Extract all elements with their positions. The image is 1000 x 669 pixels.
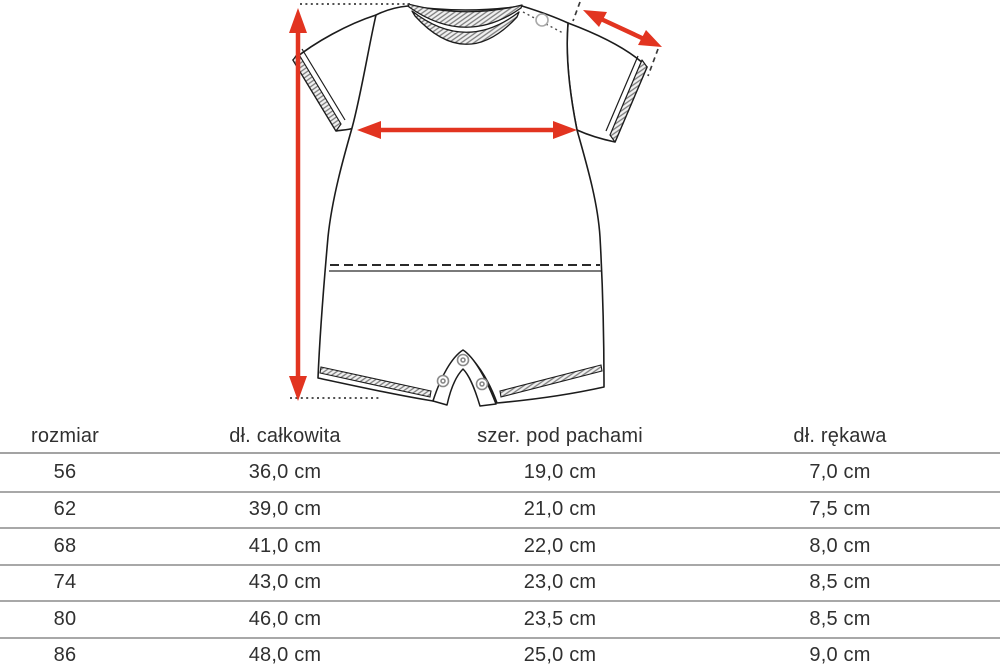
table-row [0, 491, 1000, 528]
table-cell: 68 [53, 534, 77, 557]
table-row [0, 454, 1000, 491]
arrowhead-lower [638, 30, 662, 47]
table-cell: 80 [53, 607, 77, 630]
table-cell: 74 [53, 571, 77, 594]
arrowhead-upper [583, 10, 607, 27]
table-cell: 7,0 cm [809, 460, 871, 483]
table-cell: 21,0 cm [523, 498, 597, 521]
arrowhead-up [289, 8, 307, 33]
table-cell: 62 [53, 498, 77, 521]
table-cell: 41,0 cm [248, 534, 322, 557]
table-cell: 56 [53, 460, 77, 483]
column-header-dl-calkowita: dł. całkowita [229, 424, 341, 447]
column-header-rozmiar: rozmiar [30, 424, 100, 447]
table-cell: 23,5 cm [523, 607, 597, 630]
table-cell: 25,0 cm [523, 644, 597, 667]
table-cell: 39,0 cm [248, 498, 322, 521]
table-cell: 43,0 cm [248, 571, 322, 594]
size-table [0, 420, 1000, 669]
table-row [0, 527, 1000, 564]
table-body [0, 454, 1000, 669]
table-row [0, 637, 1000, 669]
right-sleeve [567, 23, 647, 142]
table-row [0, 564, 1000, 601]
table-cell: 8,5 cm [809, 607, 871, 630]
table-cell: 48,0 cm [248, 644, 322, 667]
table-cell: 7,5 cm [809, 498, 871, 521]
column-header-dl-rekawa: dł. rękawa [793, 424, 887, 447]
table-cell: 19,0 cm [523, 460, 597, 483]
column-header-szer-pod-pachami: szer. pod pachami [477, 424, 643, 447]
sleeve-guide-top [573, 2, 580, 21]
table-cell: 23,0 cm [523, 571, 597, 594]
table-cell: 9,0 cm [809, 644, 871, 667]
table-cell: 46,0 cm [248, 607, 322, 630]
table-cell: 22,0 cm [523, 534, 597, 557]
table-cell: 86 [53, 644, 77, 667]
table-cell: 36,0 cm [248, 460, 322, 483]
table-cell: 8,0 cm [809, 534, 871, 557]
table-cell: 8,5 cm [809, 571, 871, 594]
sleeve-guide-bottom [648, 49, 658, 76]
table-row [0, 600, 1000, 637]
table-header-row [0, 420, 1000, 454]
